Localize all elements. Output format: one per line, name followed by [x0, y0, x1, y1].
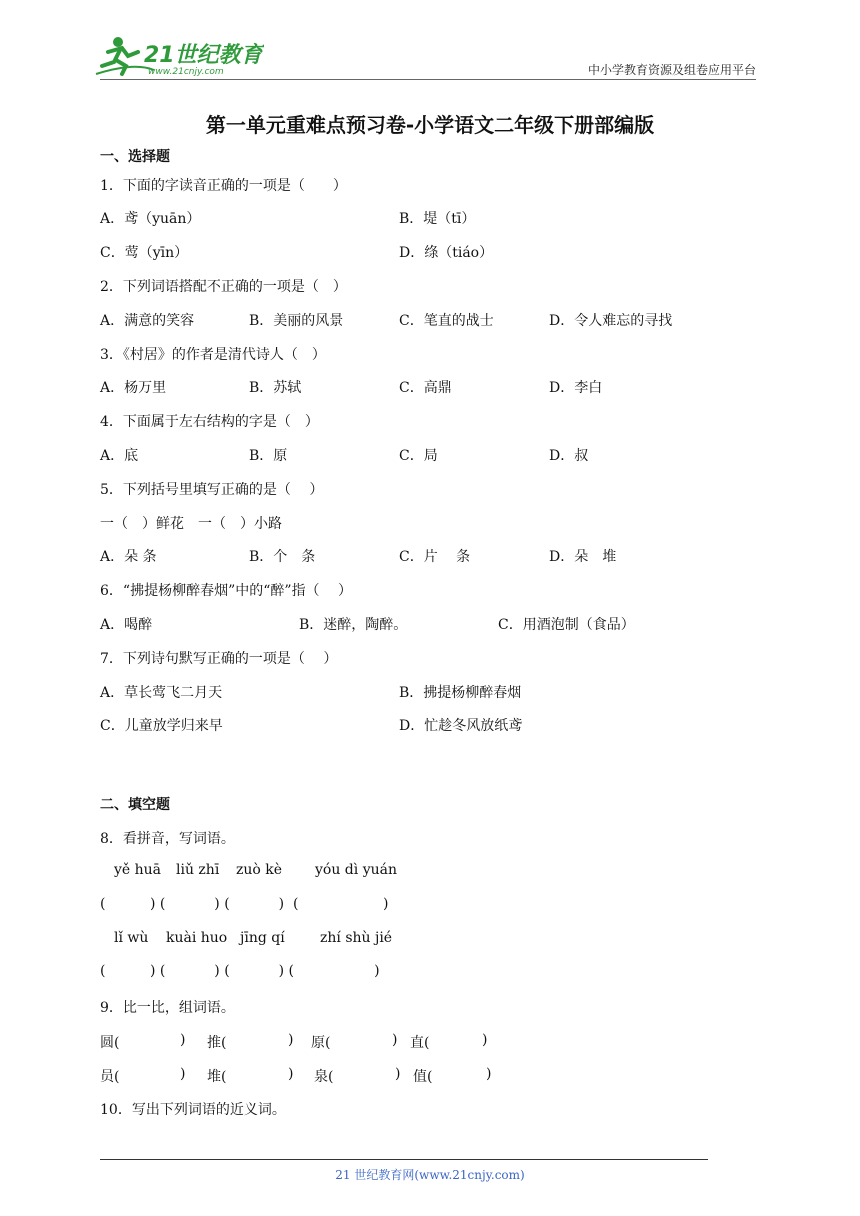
blank-close: ): [180, 1032, 186, 1048]
compare-item: 泉(: [314, 1069, 334, 1085]
question-5-option-c: C．片 条: [399, 549, 471, 565]
section-heading-fill: 二、填空题: [100, 797, 170, 813]
question-7-option-d: D．忙趁冬风放纸鸢: [399, 718, 523, 734]
question-1-stem: 1．下面的字读音正确的一项是（ ）: [100, 178, 347, 194]
compare-item: 堆(: [207, 1069, 227, 1085]
pinyin: liǔ zhī: [176, 862, 220, 878]
question-5-option-d: D．朵 堆: [549, 549, 617, 565]
pinyin: zhí shù jié: [320, 930, 393, 946]
question-4-option-c: C．局: [399, 448, 438, 464]
blank-close: ): [486, 1066, 492, 1082]
question-1-option-b: B．堤（tī）: [399, 211, 476, 227]
question-7-stem: 7．下列诗句默写正确的一项是（ ）: [100, 651, 338, 667]
answer-blanks: ( ) ( ) ( ) ( ): [100, 963, 380, 979]
header-platform-text: 中小学教育资源及组卷应用平台: [587, 63, 756, 77]
compare-item: 直(: [410, 1035, 430, 1051]
question-8-stem: 8．看拼音，写词语。: [100, 831, 235, 847]
compare-item: 员(: [100, 1069, 120, 1085]
question-9-stem: 9．比一比，组词语。: [100, 1000, 235, 1016]
question-2-option-b: B．美丽的风景: [249, 313, 344, 329]
question-3-option-b: B．苏轼: [249, 380, 302, 396]
question-7-option-a: A．草长莺飞二月天: [100, 685, 223, 701]
pinyin: lǐ wù: [114, 930, 149, 946]
compare-item: 值(: [413, 1069, 433, 1085]
blank-close: ): [395, 1066, 401, 1082]
question-1-option-a: A．鸢（yuān）: [100, 211, 201, 227]
question-3-option-d: D．李白: [549, 380, 603, 396]
question-4-option-b: B．原: [249, 448, 288, 464]
blank-close: ): [288, 1032, 294, 1048]
pinyin: kuài huo: [166, 930, 228, 946]
question-5-option-b: B．个 条: [249, 549, 316, 565]
question-7-option-c: C．儿童放学归来早: [100, 718, 223, 734]
logo-url: www.21cnjy.com: [148, 67, 224, 77]
question-2-option-c: C．笔直的战士: [399, 313, 494, 329]
question-3-option-a: A．杨万里: [100, 380, 167, 396]
pinyin: zuò kè: [236, 862, 283, 878]
question-10-stem: 10．写出下列词语的近义词。: [100, 1102, 286, 1118]
blank-close: ): [482, 1032, 488, 1048]
question-4-option-d: D．叔: [549, 448, 589, 464]
compare-item: 圆(: [100, 1035, 120, 1051]
blank-close: ): [392, 1032, 398, 1048]
question-1-option-c: C．莺（yīn）: [100, 245, 189, 261]
compare-item: 推(: [207, 1035, 227, 1051]
page-title: 第一单元重难点预习卷-小学语文二年级下册部编版: [205, 113, 655, 137]
question-2-option-a: A．满意的笑容: [100, 313, 195, 329]
question-5-stem: 5．下列括号里填写正确的是（ ）: [100, 482, 324, 498]
question-5-option-a: A．朵 条: [100, 549, 157, 565]
question-2-option-d: D．令人难忘的寻找: [549, 313, 673, 329]
question-4-stem: 4．下面属于左右结构的字是（ ）: [100, 414, 319, 430]
question-3-option-c: C．高鼎: [399, 380, 452, 396]
compare-item: 原(: [311, 1035, 331, 1051]
header-divider: [100, 79, 756, 80]
section-heading-choice: 一、选择题: [100, 149, 170, 165]
pinyin: yě huā: [114, 862, 162, 878]
question-6-option-a: A．喝醉: [100, 617, 153, 633]
blank-close: ): [180, 1066, 186, 1082]
question-6-option-c: C．用酒泡制（食品）: [498, 617, 635, 633]
question-5-sub: 一（ ）鲜花 一（ ）小路: [100, 516, 282, 532]
question-4-option-a: A．底: [100, 448, 139, 464]
question-2-stem: 2．下列词语搭配不正确的一项是（ ）: [100, 279, 347, 295]
question-7-option-b: B．拂提杨柳醉春烟: [399, 685, 522, 701]
question-6-option-b: B．迷醉，陶醉。: [299, 617, 408, 633]
question-3-stem: 3．《村居》的作者是清代诗人（ ）: [100, 347, 326, 363]
question-6-stem: 6．“拂提杨柳醉春烟”中的“醉”指（ ）: [100, 583, 352, 599]
logo-text: 21世纪教育: [144, 43, 263, 68]
logo: [94, 32, 264, 78]
pinyin: yóu dì yuán: [315, 862, 397, 878]
answer-blanks: ( ) ( ) ( ) ( ): [100, 896, 389, 912]
logo-runner-icon: [94, 32, 264, 78]
question-1-option-d: D．绦（tiáo）: [399, 245, 494, 261]
footer-link[interactable]: 21 世纪教育网(www.21cnjy.com): [335, 1168, 525, 1182]
footer-divider: [100, 1159, 708, 1160]
blank-close: ): [288, 1066, 294, 1082]
pinyin: jīng qí: [240, 930, 285, 946]
